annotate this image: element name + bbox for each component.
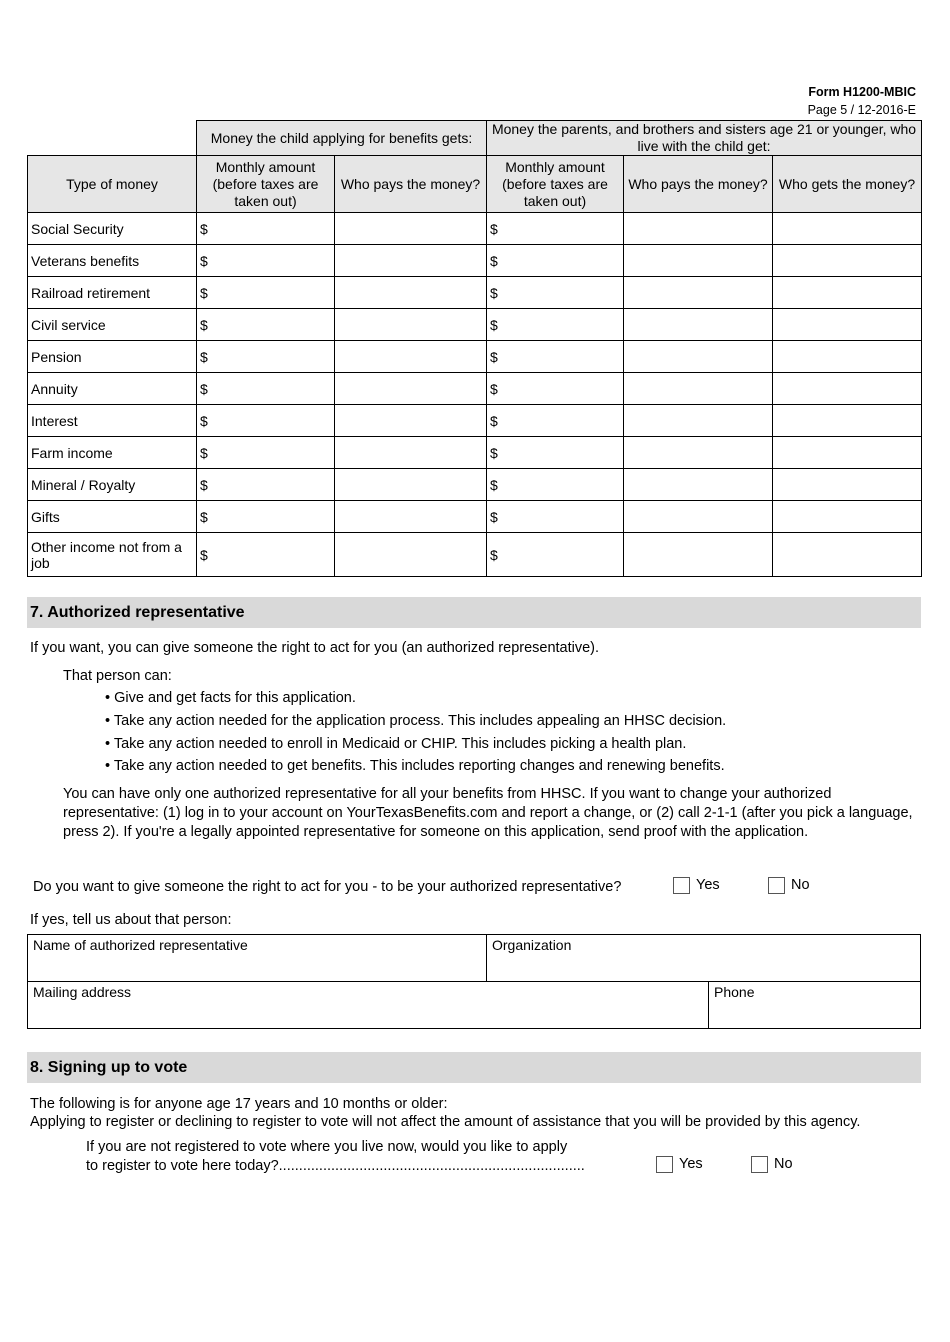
yes-checkbox[interactable] bbox=[673, 877, 690, 894]
family-amount-input[interactable]: $ bbox=[487, 341, 624, 373]
no-label: No bbox=[774, 1156, 793, 1172]
family-who-pays-input[interactable] bbox=[624, 309, 773, 341]
income-type: Interest bbox=[28, 405, 197, 437]
child-amount-input[interactable]: $ bbox=[197, 341, 335, 373]
family-who-gets-input[interactable] bbox=[773, 309, 922, 341]
yes-label: Yes bbox=[679, 1156, 703, 1172]
family-who-gets-input[interactable] bbox=[773, 533, 922, 577]
group-header-child: Money the child applying for benefits gets: bbox=[197, 121, 487, 156]
rep-yes-option[interactable] bbox=[673, 876, 720, 895]
bullet-item: • Take any action needed for the application process. This includes appealing an HHSC decision. bbox=[105, 713, 727, 729]
family-amount-input[interactable]: $ bbox=[487, 405, 624, 437]
bullet-item: • Take any action needed to enroll in Medicaid or CHIP. This includes picking a health plan. bbox=[105, 736, 687, 752]
vote-no-option[interactable] bbox=[751, 1155, 793, 1174]
income-type: Mineral / Royalty bbox=[28, 469, 197, 501]
family-who-gets-input[interactable] bbox=[773, 469, 922, 501]
income-table bbox=[27, 120, 922, 577]
family-who-gets-input[interactable] bbox=[773, 341, 922, 373]
page-number: Page 5 / 12-2016-E bbox=[807, 103, 916, 117]
family-amount-input[interactable]: $ bbox=[487, 373, 624, 405]
family-who-gets-input[interactable] bbox=[773, 405, 922, 437]
no-checkbox[interactable] bbox=[768, 877, 785, 894]
family-who-gets-input[interactable] bbox=[773, 437, 922, 469]
child-amount-input[interactable]: $ bbox=[197, 277, 335, 309]
yes-label: Yes bbox=[696, 877, 720, 893]
col-who-gets-family: Who gets the money? bbox=[773, 156, 922, 213]
child-amount-input[interactable]: $ bbox=[197, 213, 335, 245]
table-row bbox=[28, 309, 922, 341]
family-who-pays-input[interactable] bbox=[624, 245, 773, 277]
vote-yes-option[interactable] bbox=[656, 1155, 703, 1174]
col-who-pays-family: Who pays the money? bbox=[624, 156, 773, 213]
vote-question-line1: If you are not registered to vote where you live now, would you like to apply bbox=[86, 1139, 568, 1155]
table-row bbox=[28, 213, 922, 245]
table-row bbox=[28, 245, 922, 277]
child-who-pays-input[interactable] bbox=[335, 341, 487, 373]
family-amount-input[interactable]: $ bbox=[487, 533, 624, 577]
family-who-pays-input[interactable] bbox=[624, 341, 773, 373]
form-id: Form H1200-MBIC bbox=[808, 85, 916, 99]
child-who-pays-input[interactable] bbox=[335, 437, 487, 469]
family-who-gets-input[interactable] bbox=[773, 373, 922, 405]
section7-can-label: That person can: bbox=[63, 668, 172, 684]
child-who-pays-input[interactable] bbox=[335, 405, 487, 437]
family-who-pays-input[interactable] bbox=[624, 501, 773, 533]
family-amount-input[interactable]: $ bbox=[487, 501, 624, 533]
bullet-item: • Take any action needed to get benefits. This includes reporting changes and renewing benefits. bbox=[105, 758, 725, 774]
col-amount-child: Monthly amount (before taxes are taken out) bbox=[197, 156, 335, 213]
child-who-pays-input[interactable] bbox=[335, 309, 487, 341]
child-amount-input[interactable]: $ bbox=[197, 501, 335, 533]
table-row bbox=[28, 341, 922, 373]
no-label: No bbox=[791, 877, 810, 893]
table-row bbox=[28, 469, 922, 501]
rep-question: Do you want to give someone the right to act for you - to be your authorized representative? bbox=[33, 879, 622, 895]
income-type: Railroad retirement bbox=[28, 277, 197, 309]
child-who-pays-input[interactable] bbox=[335, 213, 487, 245]
income-type: Veterans benefits bbox=[28, 245, 197, 277]
income-type: Farm income bbox=[28, 437, 197, 469]
family-who-pays-input[interactable] bbox=[624, 437, 773, 469]
child-who-pays-input[interactable] bbox=[335, 373, 487, 405]
income-type: Pension bbox=[28, 341, 197, 373]
family-who-pays-input[interactable] bbox=[624, 533, 773, 577]
family-amount-input[interactable]: $ bbox=[487, 469, 624, 501]
family-amount-input[interactable]: $ bbox=[487, 245, 624, 277]
family-who-pays-input[interactable] bbox=[624, 373, 773, 405]
no-checkbox[interactable] bbox=[751, 1156, 768, 1173]
col-who-pays-child: Who pays the money? bbox=[335, 156, 487, 213]
family-who-pays-input[interactable] bbox=[624, 213, 773, 245]
section7-intro: If you want, you can give someone the right to act for you (an authorized representative). bbox=[30, 640, 600, 656]
child-who-pays-input[interactable] bbox=[335, 501, 487, 533]
income-type: Social Security bbox=[28, 213, 197, 245]
child-amount-input[interactable]: $ bbox=[197, 437, 335, 469]
family-amount-input[interactable]: $ bbox=[487, 437, 624, 469]
child-amount-input[interactable]: $ bbox=[197, 405, 335, 437]
income-type: Other income not from a job bbox=[28, 533, 197, 577]
table-row bbox=[28, 373, 922, 405]
rep-name-field[interactable]: Name of authorized representative bbox=[27, 934, 487, 982]
table-row bbox=[28, 437, 922, 469]
mailing-address-field[interactable]: Mailing address bbox=[27, 981, 709, 1029]
child-who-pays-input[interactable] bbox=[335, 245, 487, 277]
col-type: Type of money bbox=[28, 156, 197, 213]
vote-line1: The following is for anyone age 17 years and 10 months or older: bbox=[30, 1096, 448, 1112]
family-who-pays-input[interactable] bbox=[624, 405, 773, 437]
child-amount-input[interactable]: $ bbox=[197, 533, 335, 577]
bullet-item: • Give and get facts for this application. bbox=[105, 690, 356, 706]
vote-question-line2: to register to vote here today?............................................................................ bbox=[86, 1158, 585, 1174]
rep-no-option[interactable] bbox=[768, 876, 810, 895]
organization-field[interactable]: Organization bbox=[486, 934, 921, 982]
if-yes-label: If yes, tell us about that person: bbox=[30, 912, 232, 928]
child-who-pays-input[interactable] bbox=[335, 469, 487, 501]
section8-title: 8. Signing up to vote bbox=[27, 1052, 921, 1083]
section7-paragraph: You can have only one authorized representative for all your benefits from HHSC. If you want to change your authorized representative: (1) log in to your account on YourTexasBenefits.com and report a change, or (2) call 2-1-1 (after you pick a language, press 2). If you're a legally appointed representative for someone on this application, send proof with the application. bbox=[63, 786, 913, 840]
section7-title: 7. Authorized representative bbox=[27, 597, 921, 628]
phone-field[interactable]: Phone bbox=[708, 981, 921, 1029]
child-amount-input[interactable]: $ bbox=[197, 469, 335, 501]
family-amount-input[interactable]: $ bbox=[487, 309, 624, 341]
child-who-pays-input[interactable] bbox=[335, 277, 487, 309]
income-type: Annuity bbox=[28, 373, 197, 405]
income-type: Civil service bbox=[28, 309, 197, 341]
table-row bbox=[28, 501, 922, 533]
family-who-gets-input[interactable] bbox=[773, 501, 922, 533]
yes-checkbox[interactable] bbox=[656, 1156, 673, 1173]
table-row bbox=[28, 405, 922, 437]
family-amount-input[interactable]: $ bbox=[487, 277, 624, 309]
blank-cell bbox=[28, 121, 197, 156]
child-amount-input[interactable]: $ bbox=[197, 245, 335, 277]
family-who-gets-input[interactable] bbox=[773, 213, 922, 245]
table-row bbox=[28, 533, 922, 577]
family-amount-input[interactable]: $ bbox=[487, 213, 624, 245]
family-who-gets-input[interactable] bbox=[773, 277, 922, 309]
child-amount-input[interactable]: $ bbox=[197, 309, 335, 341]
family-who-pays-input[interactable] bbox=[624, 469, 773, 501]
family-who-pays-input[interactable] bbox=[624, 277, 773, 309]
col-amount-family: Monthly amount (before taxes are taken out) bbox=[487, 156, 624, 213]
child-amount-input[interactable]: $ bbox=[197, 373, 335, 405]
group-header-family: Money the parents, and brothers and sisters age 21 or younger, who live with the child get: bbox=[487, 121, 922, 156]
table-row bbox=[28, 277, 922, 309]
child-who-pays-input[interactable] bbox=[335, 533, 487, 577]
income-type: Gifts bbox=[28, 501, 197, 533]
family-who-gets-input[interactable] bbox=[773, 245, 922, 277]
vote-line2: Applying to register or declining to register to vote will not affect the amount of assistance that you will be provided by this agency. bbox=[30, 1114, 861, 1130]
